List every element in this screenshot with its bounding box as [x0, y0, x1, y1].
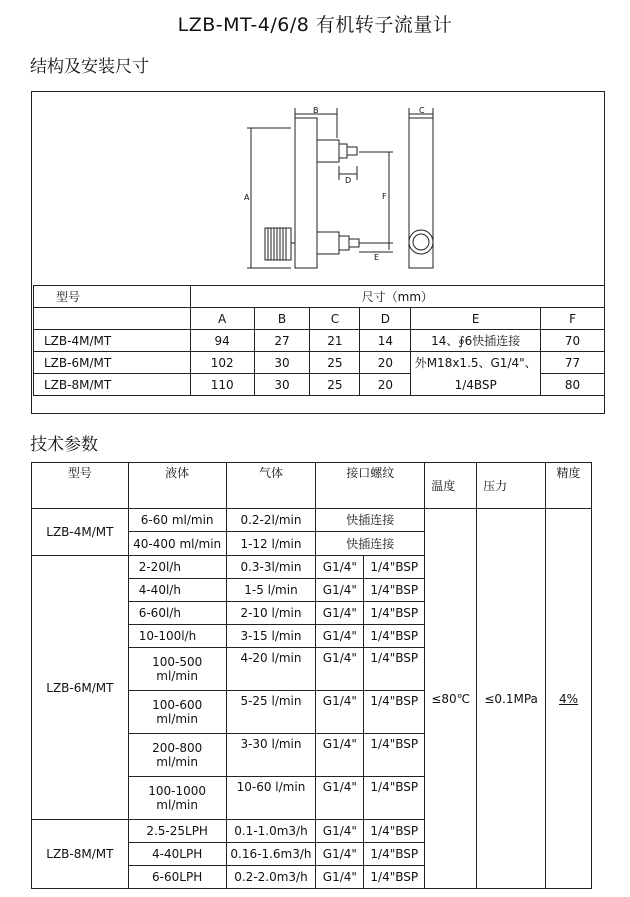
params-thread-bsp: 1/4"BSP: [364, 843, 425, 866]
params-thread-bsp: 1/4"BSP: [364, 579, 425, 602]
params-thread-bsp: 1/4"BSP: [364, 556, 425, 579]
params-gas: 0.2-2.0m3/h: [226, 866, 316, 889]
dims-col-header: D: [360, 308, 411, 330]
parameters-table: [31, 462, 592, 889]
params-gas: 1-5 l/min: [226, 579, 316, 602]
dims-model-header: 型号: [34, 286, 191, 308]
dim-label-f: F: [382, 192, 387, 201]
params-thread-g: G1/4": [316, 866, 364, 889]
params-pressure: ≤0.1MPa: [477, 509, 546, 889]
dims-cell: 70: [541, 330, 605, 352]
params-gas: 4-20 l/min: [226, 648, 316, 691]
dims-e-line1: 外M18x1.5、G1/4"、: [414, 355, 537, 370]
dims-cell: 25: [310, 374, 360, 396]
params-gas: 10-60 l/min: [226, 777, 316, 820]
section-heading-structure: 结构及安装尺寸: [30, 57, 149, 77]
dims-cell: 21: [310, 330, 360, 352]
dims-cell: 94: [190, 330, 254, 352]
dims-cell: 30: [254, 374, 310, 396]
params-header-pressure: 压力: [477, 463, 546, 509]
params-liquid: 6-60 ml/min: [128, 509, 226, 532]
params-thread-g: G1/4": [316, 777, 364, 820]
page-title: LZB-MT-4/6/8 有机转子流量计: [177, 14, 453, 36]
dims-col-header: E: [411, 308, 541, 330]
params-thread-bsp: 1/4"BSP: [364, 820, 425, 843]
params-liquid: 2-20l/h: [128, 556, 226, 579]
dim-label-b: B: [313, 106, 319, 115]
params-liquid: 10-100l/h: [128, 625, 226, 648]
params-group-model: LZB-4M/MT: [32, 509, 129, 556]
params-gas: 1-12 l/min: [226, 532, 316, 556]
params-liquid: 100-500 ml/min: [128, 648, 226, 691]
dims-size-header: 尺寸（mm）: [190, 286, 604, 308]
params-thread-bsp: 1/4"BSP: [364, 691, 425, 734]
params-thread: 快插连接: [316, 509, 425, 532]
params-thread-bsp: 1/4"BSP: [364, 625, 425, 648]
params-thread-g: G1/4": [316, 691, 364, 734]
params-liquid: 100-1000 ml/min: [128, 777, 226, 820]
params-accuracy: 4%: [546, 509, 592, 889]
params-thread-bsp: 1/4"BSP: [364, 648, 425, 691]
params-gas: 5-25 l/min: [226, 691, 316, 734]
params-header-thread: 接口螺纹: [316, 463, 425, 509]
dim-label-a: A: [244, 193, 250, 202]
params-thread-bsp: 1/4"BSP: [364, 866, 425, 889]
params-thread-g: G1/4": [316, 820, 364, 843]
params-liquid: 100-600 ml/min: [128, 691, 226, 734]
params-header-temp: 温度: [425, 463, 477, 509]
params-gas: 0.1-1.0m3/h: [226, 820, 316, 843]
params-thread-g: G1/4": [316, 556, 364, 579]
dims-cell: 14: [360, 330, 411, 352]
params-temp: ≤80℃: [425, 509, 477, 889]
params-group-model: LZB-8M/MT: [32, 820, 129, 889]
dims-row-model: LZB-4M/MT: [34, 330, 191, 352]
dims-cell: 25: [310, 352, 360, 374]
dims-blank-cell: [34, 308, 191, 330]
params-thread-g: G1/4": [316, 579, 364, 602]
params-liquid: 200-800 ml/min: [128, 734, 226, 777]
params-gas: 0.3-3l/min: [226, 556, 316, 579]
dims-cell-e-merged: [411, 352, 541, 396]
params-liquid: 4-40l/h: [128, 579, 226, 602]
dims-cell: 27: [254, 330, 310, 352]
params-gas: 0.16-1.6m3/h: [226, 843, 316, 866]
dim-label-c: C: [419, 106, 425, 115]
params-thread-g: G1/4": [316, 602, 364, 625]
params-liquid: 4-40LPH: [128, 843, 226, 866]
dims-col-header: B: [254, 308, 310, 330]
dims-cell: 80: [541, 374, 605, 396]
params-gas: 0.2-2l/min: [226, 509, 316, 532]
dims-col-header: A: [190, 308, 254, 330]
params-thread-g: G1/4": [316, 843, 364, 866]
dim-label-e: E: [374, 253, 380, 262]
params-header-gas: 气体: [226, 463, 316, 509]
dims-cell: 110: [190, 374, 254, 396]
params-gas: 3-30 l/min: [226, 734, 316, 777]
dim-label-d: D: [345, 176, 352, 185]
params-thread-bsp: 1/4"BSP: [364, 602, 425, 625]
params-thread-bsp: 1/4"BSP: [364, 734, 425, 777]
dims-cell: 20: [360, 352, 411, 374]
dimensions-table: [33, 285, 605, 396]
params-liquid: 2.5-25LPH: [128, 820, 226, 843]
dims-col-header: C: [310, 308, 360, 330]
params-header-accuracy: 精度: [546, 463, 592, 509]
dims-cell: 102: [190, 352, 254, 374]
dims-cell: 14、∮6快插连接: [411, 330, 541, 352]
params-liquid: 6-60l/h: [128, 602, 226, 625]
section-heading-params: 技术参数: [30, 435, 98, 455]
params-gas: 2-10 l/min: [226, 602, 316, 625]
params-group-model: LZB-6M/MT: [32, 556, 129, 820]
params-liquid: 6-60LPH: [128, 866, 226, 889]
dims-cell: 20: [360, 374, 411, 396]
params-liquid: 40-400 ml/min: [128, 532, 226, 556]
dims-cell: 30: [254, 352, 310, 374]
params-thread: 快插连接: [316, 532, 425, 556]
params-header-liquid: 液体: [128, 463, 226, 509]
params-thread-bsp: 1/4"BSP: [364, 777, 425, 820]
params-thread-g: G1/4": [316, 625, 364, 648]
params-gas: 3-15 l/min: [226, 625, 316, 648]
flowmeter-drawing: [231, 102, 461, 282]
params-thread-g: G1/4": [316, 648, 364, 691]
params-header-model: 型号: [32, 463, 129, 509]
params-thread-g: G1/4": [316, 734, 364, 777]
dims-cell: 77: [541, 352, 605, 374]
dims-row-model: LZB-6M/MT: [34, 352, 191, 374]
dims-row-model: LZB-8M/MT: [34, 374, 191, 396]
dims-col-header: F: [541, 308, 605, 330]
dims-e-line2: 1/4BSP: [454, 377, 497, 392]
